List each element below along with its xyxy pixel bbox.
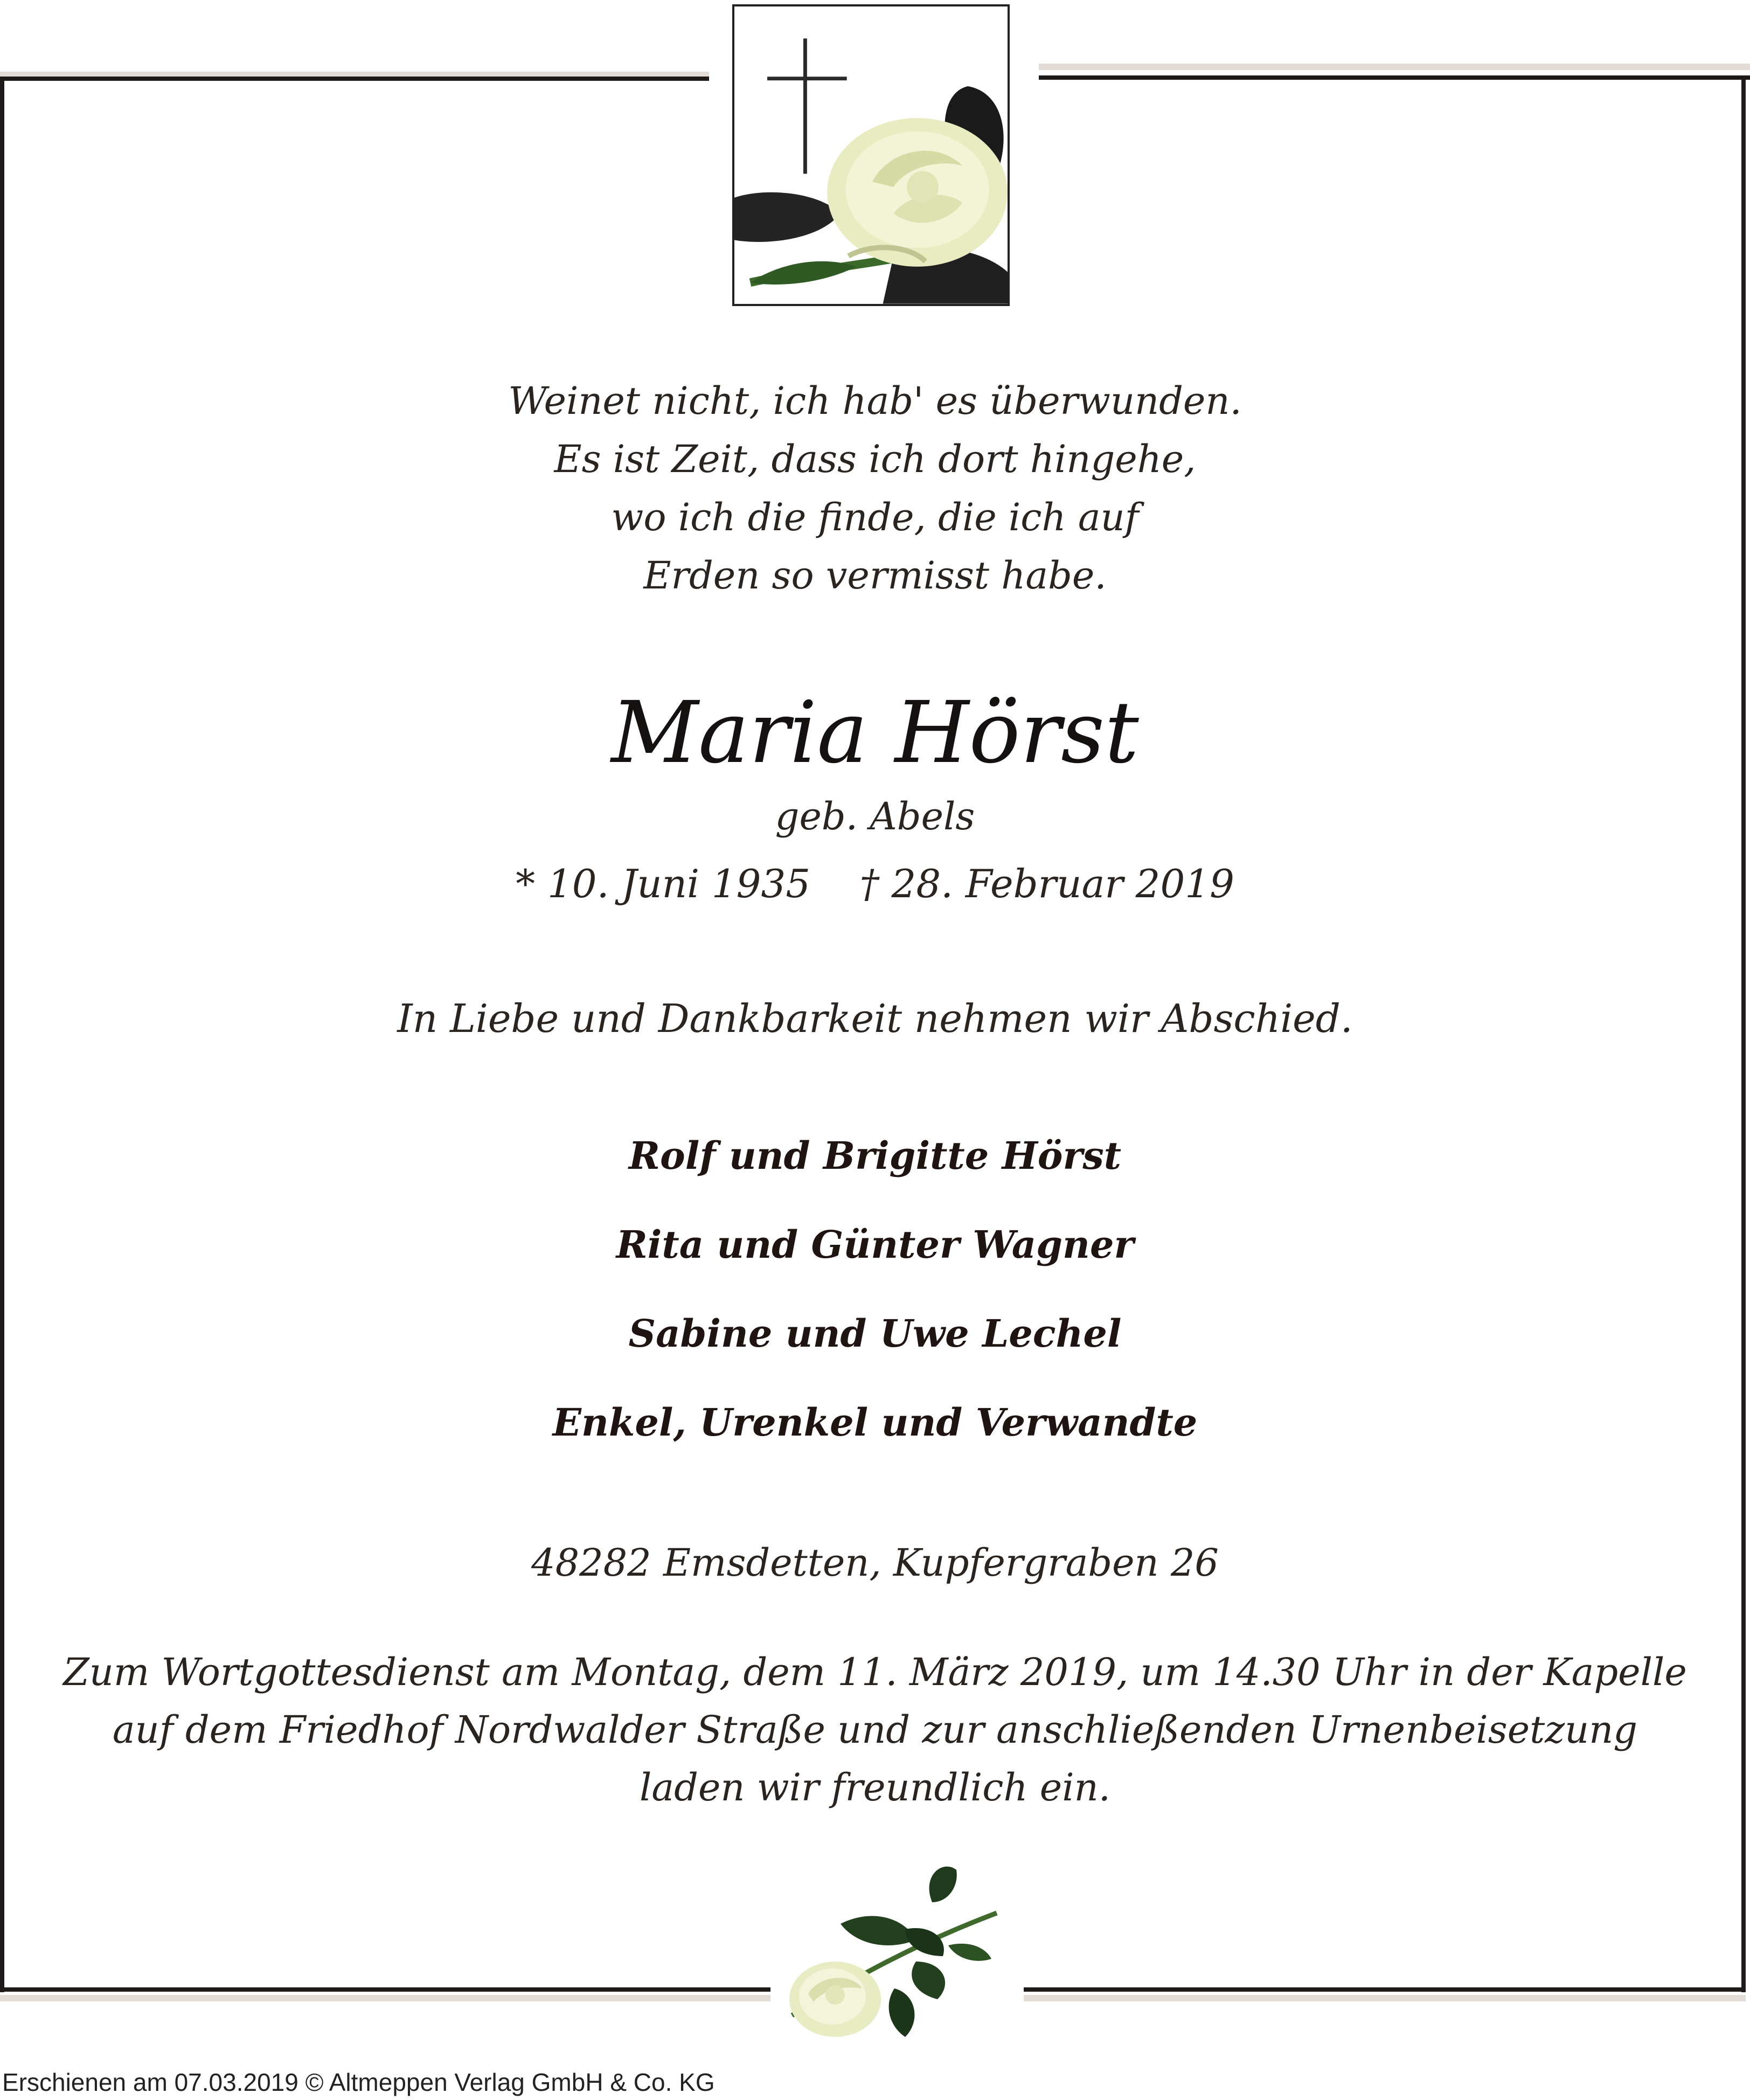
mourner-item: Enkel, Urenkel und Verwandte <box>552 1400 1198 1445</box>
maiden-block <box>0 792 1750 841</box>
mourners-list <box>0 1132 1750 1447</box>
service-line: auf dem Friedhof Nordwalder Straße und zur anschließenden Urnenbeisetzung <box>112 1708 1638 1752</box>
service-info <box>0 1644 1750 1817</box>
poem-line: Weinet nicht, ich hab' es überwunden. <box>508 379 1242 423</box>
poem <box>0 372 1750 605</box>
address-block <box>0 1536 1750 1590</box>
frame-top-right-shadow <box>1039 64 1750 70</box>
frame-top-left <box>0 77 709 81</box>
mourner-item: Sabine und Uwe Lechel <box>628 1311 1122 1356</box>
farewell-text: In Liebe und Dankbarkeit nehmen wir Abschied. <box>397 996 1353 1041</box>
mourner-item: Rolf und Brigitte Hörst <box>628 1133 1122 1178</box>
frame-bottom-right-shadow <box>1024 1995 1746 2001</box>
deceased-block <box>0 684 1750 781</box>
publication-credit: Erschienen am 07.03.2019 © Altmeppen Verlag GmbH & Co. KG <box>2 2068 715 2096</box>
poem-line: wo ich die finde, die ich auf <box>611 495 1139 539</box>
cross-and-rose-icon <box>732 4 1010 306</box>
farewell-block <box>0 992 1750 1045</box>
dates-block <box>0 857 1750 911</box>
frame-top-right <box>1039 75 1750 80</box>
address-text: 48282 Emsdetten, Kupfergraben 26 <box>531 1541 1219 1585</box>
poem-line: Erden so vermisst habe. <box>643 553 1107 598</box>
frame-bottom-left <box>0 1987 770 1992</box>
service-line: Zum Wortgottesdienst am Montag, dem 11. März 2019, um 14.30 Uhr in der Kapelle <box>63 1650 1687 1694</box>
maiden-name: geb. Abels <box>775 794 975 838</box>
service-line: laden wir freundlich ein. <box>640 1765 1110 1810</box>
poem-line: Es ist Zeit, dass ich dort hingehe, <box>554 437 1196 481</box>
deceased-name: Maria Hörst <box>611 683 1139 782</box>
mourner-item: Rita und Günter Wagner <box>616 1222 1134 1267</box>
life-dates: * 10. Juni 1935 † 28. Februar 2019 <box>516 861 1234 906</box>
rose-icon <box>770 1854 1029 2048</box>
frame-bottom-right <box>1024 1987 1746 1992</box>
frame-bottom-left-shadow <box>0 1995 770 2001</box>
